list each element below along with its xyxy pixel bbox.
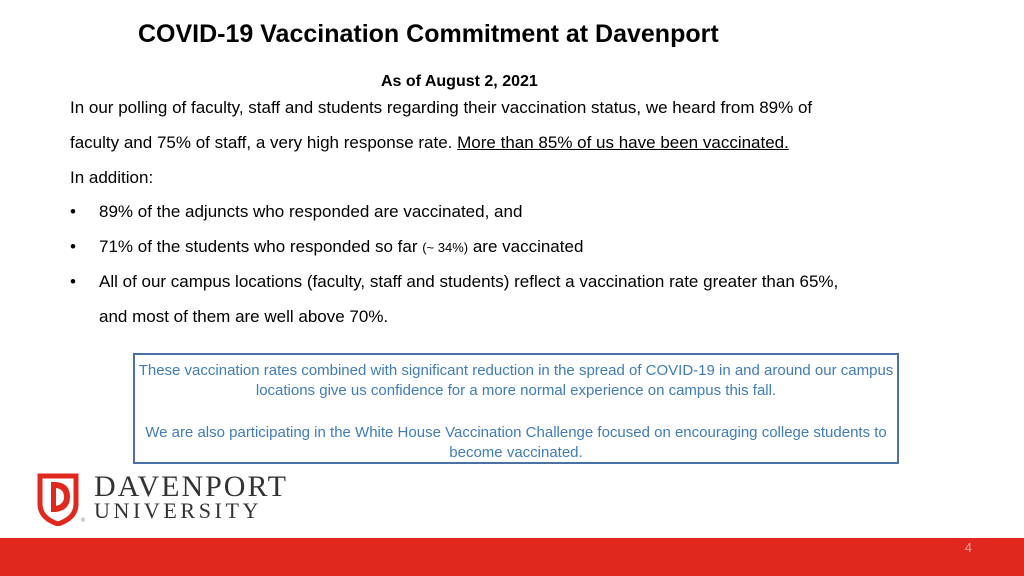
footer-bar	[0, 538, 1024, 576]
bullet-campus-line-2: and most of them are well above 70%.	[99, 307, 389, 326]
callout-paragraph-1: These vaccination rates combined with significant reduction in the spread of COVID-19 in and around our campus locations give us confidence for a more normal experience on campus this fall.	[138, 362, 894, 399]
bullet-students-text: 71% of the students who responded so far	[99, 237, 423, 256]
vaccinated-highlight: More than 85% of us have been vaccinated.	[457, 133, 789, 152]
slide-subtitle: As of August 2, 2021	[381, 73, 538, 90]
callout-paragraph-2: We are also participating in the White House Vaccination Challenge focused on encouraging college students to become vaccinated.	[145, 424, 887, 461]
logo-word-davenport: DAVENPORT	[94, 470, 289, 503]
bullet-students-text-end: are vaccinated	[468, 237, 584, 256]
callout-box	[133, 353, 899, 464]
bullet-marker: •	[70, 272, 76, 291]
intro-line-1: In our polling of faculty, staff and students regarding their vaccination status, we heard from 89% of	[70, 98, 813, 117]
bullet-students	[99, 237, 583, 257]
intro-line-2-text: faculty and 75% of staff, a very high response rate.	[70, 133, 458, 152]
slide-title: COVID-19 Vaccination Commitment at Davenport	[138, 20, 719, 48]
davenport-logo	[36, 470, 289, 526]
davenport-logo-mark-icon	[36, 470, 88, 526]
bullet-marker: •	[70, 237, 76, 256]
bullet-marker: •	[70, 202, 76, 221]
bullet-adjuncts: 89% of the adjuncts who responded are vaccinated, and	[99, 202, 523, 221]
page-number: 4	[964, 540, 972, 555]
bullet-students-response-rate: (~ 34%)	[422, 240, 469, 255]
intro-line-2	[70, 133, 789, 153]
bullet-campus-line-1: All of our campus locations (faculty, staff and students) reflect a vaccination rate greater than 65%,	[99, 272, 839, 291]
svg-text:®: ®	[80, 517, 86, 524]
in-addition-label: In addition:	[70, 168, 154, 187]
logo-word-university: UNIVERSITY	[94, 498, 262, 523]
